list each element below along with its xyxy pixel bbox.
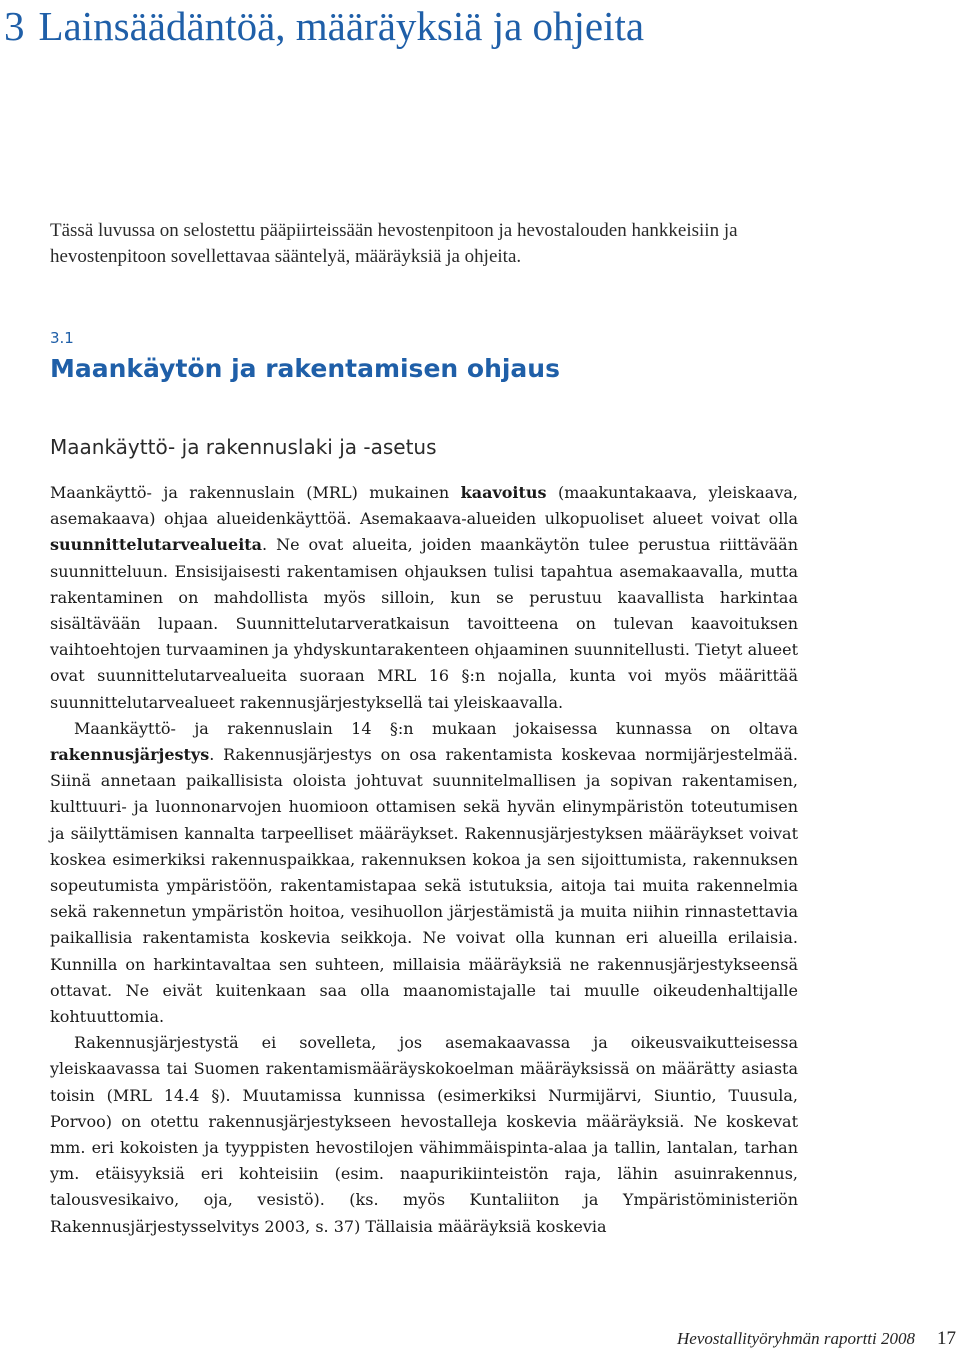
body-text	[50, 480, 798, 1240]
term-rakennusjarjestys: rakennusjärjestys	[50, 745, 210, 765]
term-kaavoitus: kaavoitus	[460, 483, 547, 502]
section-number: 3.1	[50, 329, 74, 347]
chapter-title	[4, 2, 644, 50]
section-title: Maankäytön ja rakentamisen ohjaus	[50, 354, 560, 383]
intro-paragraph: Tässä luvussa on selostettu pääpiirteissään hevostenpitoon ja hevostalouden hankkeisiin ja hevostenpitoon sovellettavaa sääntelyä, määräyksiä ja ohjeita.	[50, 220, 738, 267]
chapter-number: 3	[4, 3, 25, 49]
page-footer	[677, 1328, 956, 1350]
chapter-title-text: Lainsäädäntöä, määräyksiä ja ohjeita	[38, 3, 645, 49]
term-suunnittelutarvealueita: suunnittelutarvealueita	[50, 535, 263, 555]
body-paragraph: Rakennusjärjestystä ei sovelleta, jos asemakaavassa ja oikeusvaikutteisessa yleiskaavassa tai Suomen rakentamismääräyskokoelman määräyksissä on määrätty asiasta toisin (MRL 14.4 §). Muutamissa kunnissa (esimerkiksi Nurmijärvi, Siuntio, Tuusula, Porvoo) on otettu rakennusjärjestykseen hevostalleja koskevia määräyksiä. Ne koskevat mm. eri kokoisten ja tyyppisten hevostilojen vähimmäispinta-alaa ja tallin, lantalan, tarhan ym. etäisyyksiä eri kohteisiin (esim. naapurikiinteistön raja, lähin asuinrakennus, talousvesikaivo, oja, vesistö). (ks. myös Kuntaliiton ja Ympäristöministeriön Rakennusjärjestysselvitys 2003, s. 37) Tällaisia määräyksiä koskevia	[50, 1033, 798, 1236]
body-paragraph: Maankäyttö- ja rakennuslain 14 §:n mukaan jokaisessa kunnassa on oltava rakennusjärjestys. Rakennusjärjestys on osa rakentamista koskevaa normijärjestelmää. Siinä annetaan paikallisista oloista johtuvat suunnitelmallisen ja sopivan rakentamisen, kulttuuri- ja luonnonarvojen huomioon ottamisen sekä hyvän elinympäristön toteutumisen ja säilyttämisen kannalta tarpeelliset määräykset. Rakennusjärjestyksen määräykset voivat koskea esimerkiksi rakennuspaikkaa, rakennuksen kokoa ja sen sijoittumista, rakennuksen sopeutumista ympäristöön, rakentamistapaa sekä istutuksia, aitoja tai muita rakennelmia sekä rakennetun ympäristön hoitoa, vesihuollon järjestämistä ja muita niihin rinnastettavia paikallisia rakentamista koskevia seikkoja. Ne voivat olla kunnan eri alueilla erilaisia. Kunnilla on harkintavaltaa sen suhteen, millaisia määräyksiä ne rakennusjärjestykseensä ottavat. Ne eivät kuitenkaan saa olla maanomistajalle tai muulle oikeudenhaltijalle kohtuuttomia.	[50, 718, 798, 1027]
page-number: 17	[937, 1328, 956, 1349]
body-paragraph: Maankäyttö- ja rakennuslain (MRL) mukainen kaavoitus (maakuntakaava, yleiskaava, asemakaava) ohjaa alueidenkäyttöä. Asemakaava-alueiden ulkopuoliset alueet voivat olla suunnittelutarvealueita. Ne ovat alueita, joiden maankäytön tulee perustua riittävään suunnitteluun. Ensisijaisesti rakentamisen ohjauksen tulisi tapahtua asemakaavalla, mutta rakentaminen on mahdollista myös silloin, kun se perustuu kaavallista harkintaa sisältävään lupaan. Suunnittelutarveratkaisun tavoitteena on tulevan kaavoituksen vaihtoehtojen turvaaminen ja yhdyskuntarakenteen ohjaaminen suunnitellusti. Tietyt alueet ovat suunnittelutarvealueita suoraan MRL 16 §:n nojalla, kunta voi myös määrittää suunnittelutarvealueet rakennusjärjestyksellä tai yleiskaavalla.	[50, 483, 798, 712]
subsection-title: Maankäyttö- ja rakennuslaki ja -asetus	[50, 435, 437, 459]
report-title: Hevostallityöryhmän raportti 2008	[677, 1329, 915, 1348]
